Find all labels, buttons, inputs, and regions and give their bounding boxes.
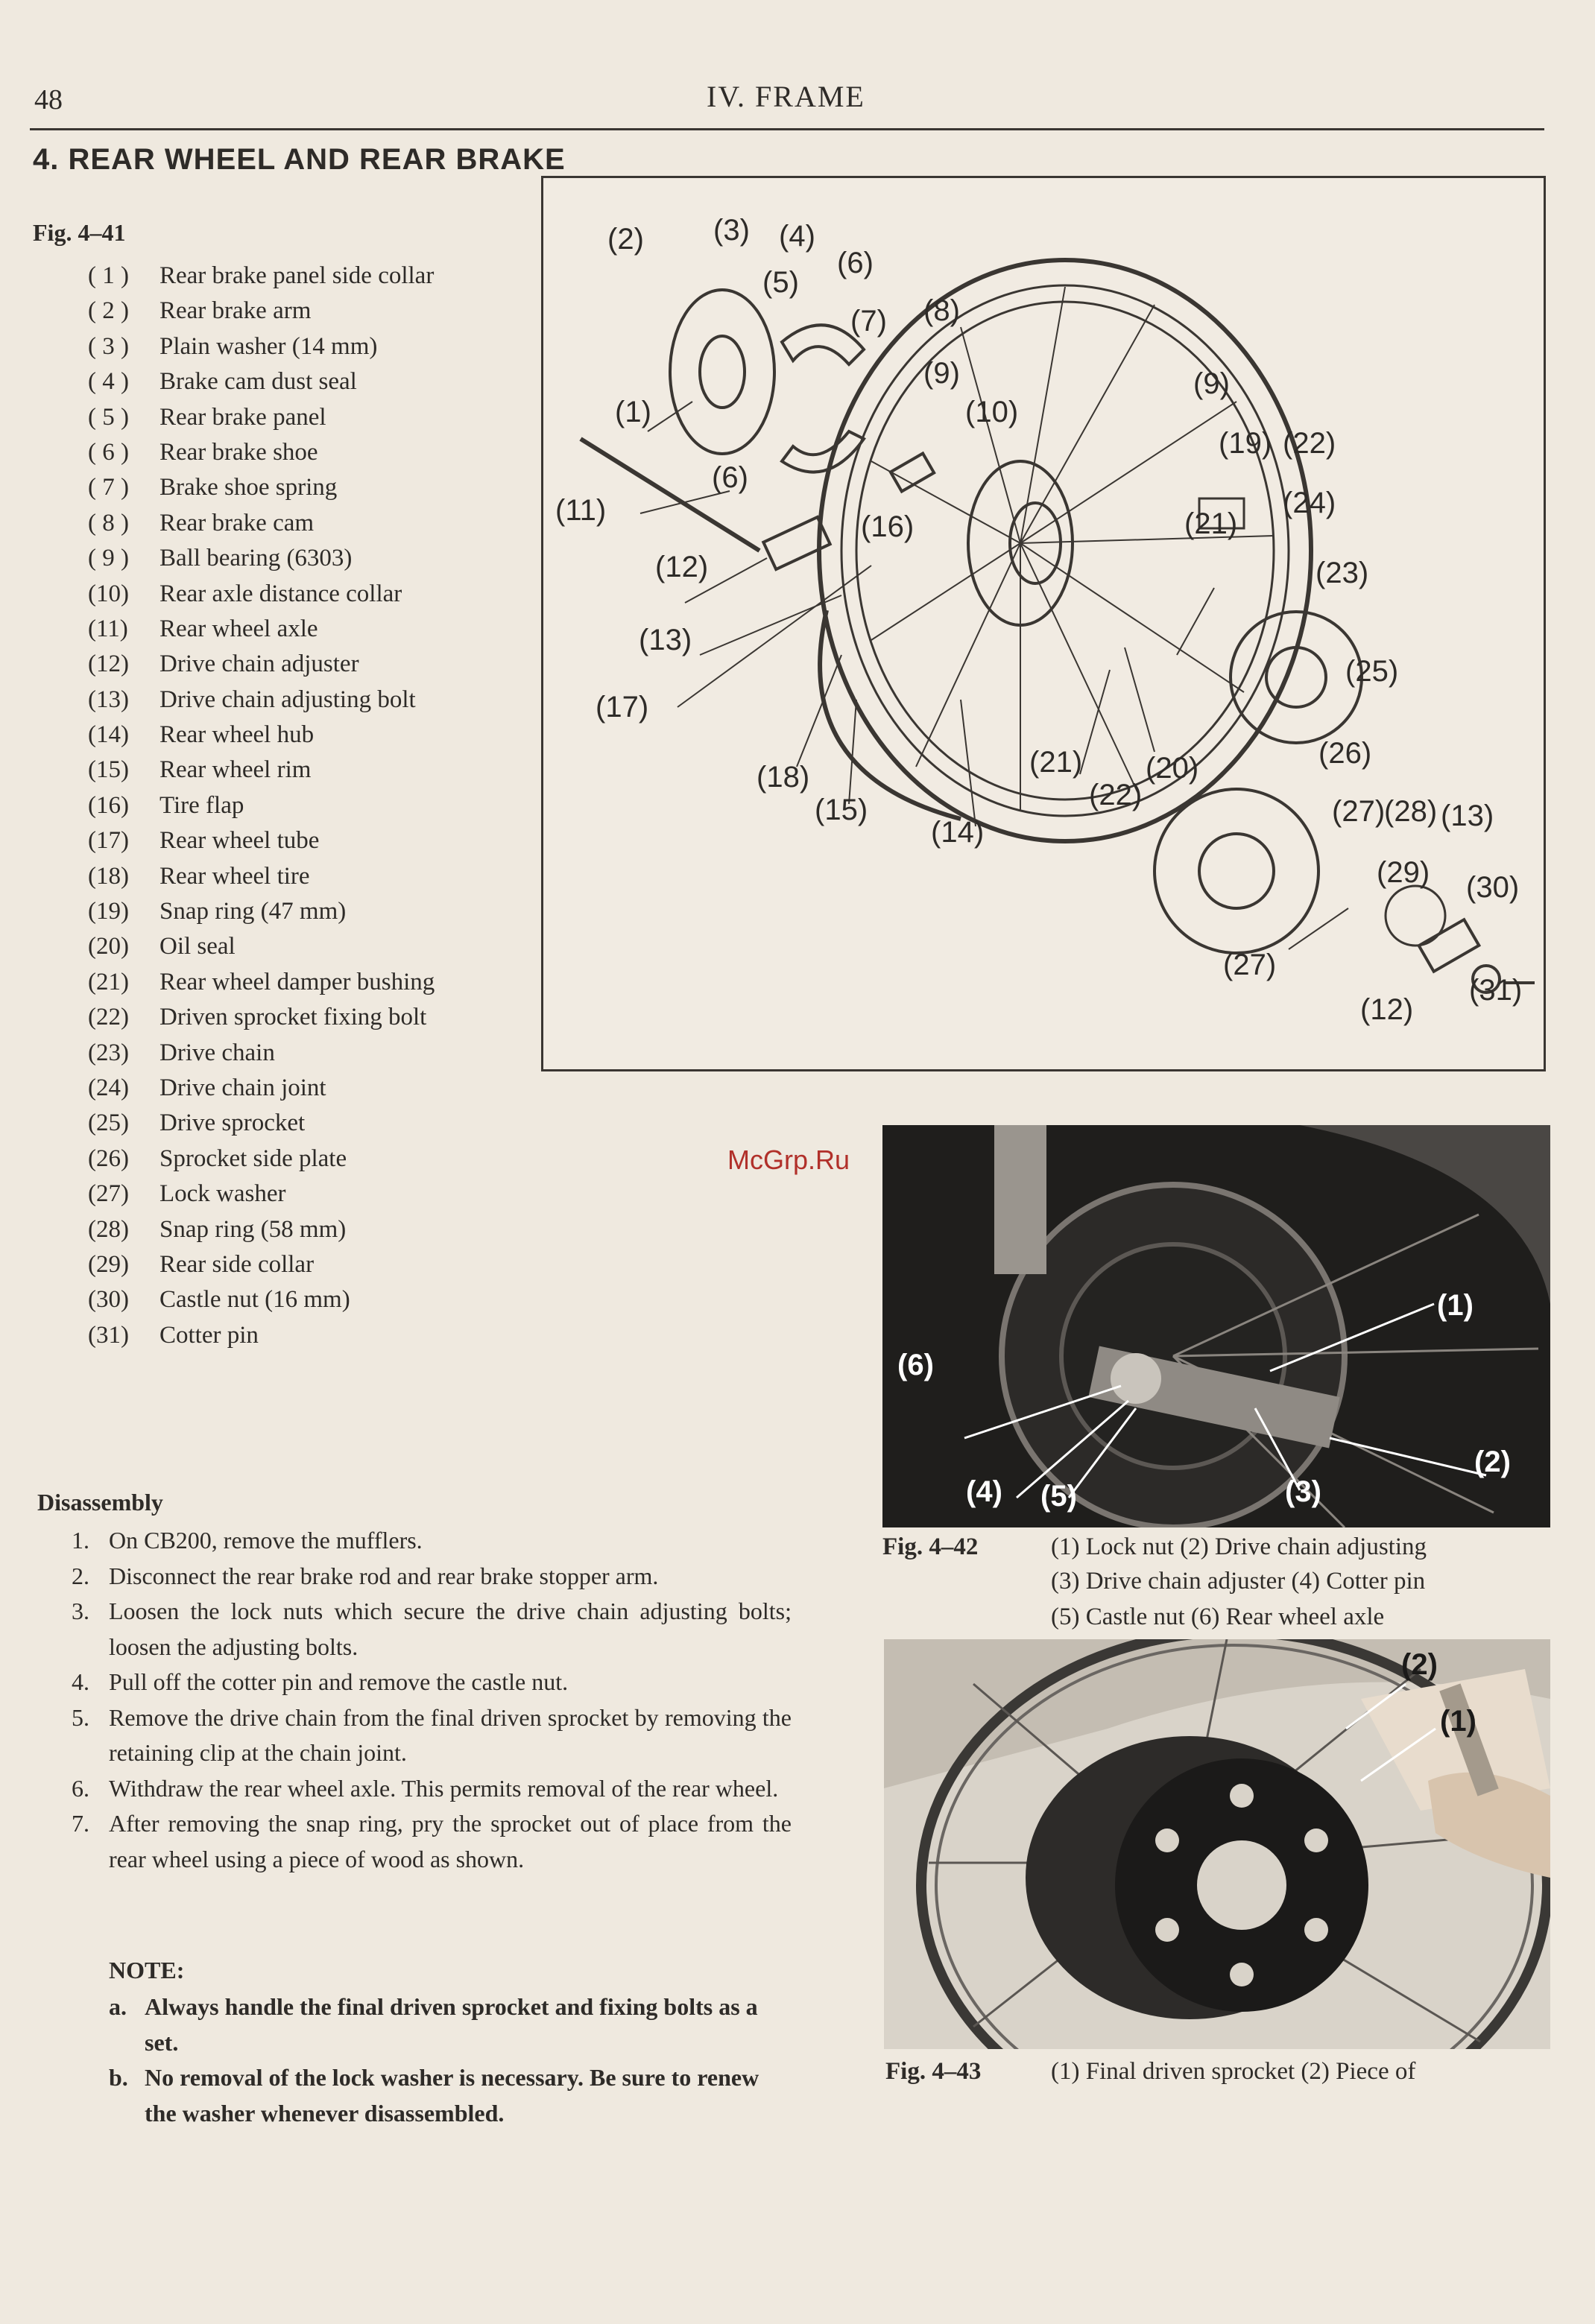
part-name: Rear axle distance collar xyxy=(160,580,402,607)
part-item xyxy=(88,1180,535,1215)
part-item xyxy=(88,1004,535,1039)
part-name: Ball bearing (6303) xyxy=(160,545,353,572)
part-item xyxy=(88,721,535,756)
step-text: Disconnect the rear brake rod and rear brake stopper arm. xyxy=(109,1562,659,1589)
part-item xyxy=(88,792,535,827)
step-number: 3. xyxy=(72,1598,89,1624)
callout-21: (21) xyxy=(1184,507,1238,540)
disassembly-step xyxy=(69,1665,792,1700)
part-name: Tire flap xyxy=(160,791,244,819)
photo42-label-2: (2) xyxy=(1474,1446,1511,1478)
part-item xyxy=(88,1286,535,1321)
part-item xyxy=(88,368,535,403)
figure-42-caption-line-3: (5) Castle nut (6) Rear wheel axle xyxy=(1051,1603,1385,1630)
part-item xyxy=(88,1216,535,1251)
callout-18: (18) xyxy=(757,761,810,794)
callout-2: (2) xyxy=(607,223,644,256)
part-item xyxy=(88,262,535,297)
part-number: ( 8 ) xyxy=(88,509,129,536)
callout-23: (23) xyxy=(1316,557,1369,589)
part-number: (29) xyxy=(88,1250,129,1278)
part-number: (16) xyxy=(88,791,129,819)
part-name: Brake shoe spring xyxy=(160,474,338,501)
part-number: ( 4 ) xyxy=(88,368,129,396)
part-number: (11) xyxy=(88,615,128,642)
callout-22b: (22) xyxy=(1089,779,1143,811)
callout-29: (29) xyxy=(1377,856,1430,889)
chapter-title: IV. FRAME xyxy=(707,80,865,113)
part-number: ( 1 ) xyxy=(88,262,129,289)
part-number: (15) xyxy=(88,756,129,784)
callout-4: (4) xyxy=(779,220,815,253)
part-number: (23) xyxy=(88,1039,129,1066)
part-name: Snap ring (58 mm) xyxy=(160,1215,347,1243)
disassembly-step xyxy=(69,1771,792,1807)
step-text: Loosen the lock nuts which secure the drive chain adjusting bolts; loosen the adjusting bolts. xyxy=(109,1598,792,1660)
part-number: ( 6 ) xyxy=(88,438,129,466)
callout-13: (13) xyxy=(639,624,692,656)
callout-5: (5) xyxy=(762,266,799,299)
part-item xyxy=(88,969,535,1004)
note-letter: a. xyxy=(109,1993,127,2020)
callout-10: (10) xyxy=(965,396,1019,428)
part-name: Drive chain joint xyxy=(160,1074,326,1101)
part-item xyxy=(88,404,535,439)
part-name: Rear wheel tube xyxy=(160,827,320,855)
callout-27b: (27) xyxy=(1223,949,1277,981)
part-item xyxy=(88,1074,535,1109)
wheel-exploded-drawing xyxy=(543,178,1548,1074)
figure-42-caption-line-1 xyxy=(882,1533,1427,1561)
part-name: Driven sprocket fixing bolt xyxy=(160,1004,427,1031)
photo43-label-2: (2) xyxy=(1401,1648,1438,1681)
callout-27: (27) xyxy=(1332,795,1386,828)
part-item xyxy=(88,439,535,474)
part-item xyxy=(88,580,535,615)
part-number: ( 5 ) xyxy=(88,403,129,431)
callout-13b: (13) xyxy=(1441,800,1494,832)
part-item xyxy=(88,1109,535,1144)
part-item xyxy=(88,756,535,791)
part-number: (12) xyxy=(88,650,129,678)
exploded-diagram xyxy=(541,176,1546,1071)
part-name: Rear wheel hub xyxy=(160,721,315,749)
part-number: (14) xyxy=(88,721,129,749)
part-name: Rear wheel axle xyxy=(160,615,318,642)
part-item xyxy=(88,615,535,650)
part-name: Drive sprocket xyxy=(160,1109,306,1137)
watermark: McGrp.Ru xyxy=(727,1144,850,1175)
step-number: 5. xyxy=(72,1703,89,1731)
figure-42-caption-line-2: (3) Drive chain adjuster (4) Cotter pin xyxy=(1051,1568,1426,1595)
callout-24: (24) xyxy=(1283,487,1336,519)
part-item xyxy=(88,1251,535,1286)
disassembly-step xyxy=(69,1594,792,1665)
part-number: (31) xyxy=(88,1321,129,1349)
step-number: 4. xyxy=(72,1668,89,1695)
part-number: ( 9 ) xyxy=(88,545,129,572)
figure-43-caption-text: (1) Final driven sprocket (2) Piece of xyxy=(1051,2058,1416,2085)
part-item xyxy=(88,827,535,862)
callout-11: (11) xyxy=(555,494,607,527)
part-number: (21) xyxy=(88,968,129,995)
header-rule xyxy=(30,128,1544,130)
part-number: ( 3 ) xyxy=(88,332,129,360)
callout-6b: (6) xyxy=(712,461,748,494)
callout-14: (14) xyxy=(931,816,985,849)
part-number: ( 7 ) xyxy=(88,474,129,501)
part-number: (24) xyxy=(88,1074,129,1101)
part-item xyxy=(88,1145,535,1180)
part-item xyxy=(88,474,535,509)
callout-22: (22) xyxy=(1283,427,1336,460)
callout-17: (17) xyxy=(596,691,649,724)
callout-28: (28) xyxy=(1384,795,1438,828)
disassembly-step xyxy=(69,1700,792,1771)
figure-42-label: Fig. 4–42 xyxy=(882,1533,979,1560)
note-text: No removal of the lock washer is necessary. Be sure to renew the washer whenever disassembled. xyxy=(145,2064,759,2127)
part-name: Snap ring (47 mm) xyxy=(160,898,347,925)
callout-15: (15) xyxy=(815,794,868,826)
figure-41-label: Fig. 4–41 xyxy=(33,219,126,246)
part-number: (28) xyxy=(88,1215,129,1243)
disassembly-steps xyxy=(69,1523,792,1877)
part-name: Rear brake shoe xyxy=(160,438,318,466)
figure-43-caption xyxy=(885,2058,1415,2086)
step-text: Withdraw the rear wheel axle. This permits removal of the rear wheel. xyxy=(109,1774,779,1802)
part-number: (27) xyxy=(88,1180,129,1208)
part-name: Cotter pin xyxy=(160,1321,259,1349)
photo42-label-3: (3) xyxy=(1285,1475,1321,1508)
callout-9a: (9) xyxy=(923,357,960,390)
part-item xyxy=(88,545,535,580)
callout-12b: (12) xyxy=(1360,993,1414,1026)
part-number: (18) xyxy=(88,862,129,890)
part-name: Rear brake cam xyxy=(160,509,315,536)
part-name: Rear wheel damper bushing xyxy=(160,968,435,995)
callout-3: (3) xyxy=(713,214,750,247)
part-name: Rear brake panel side collar xyxy=(160,262,435,289)
photo42-label-6: (6) xyxy=(897,1349,934,1381)
disassembly-step xyxy=(69,1523,792,1559)
part-name: Rear brake panel xyxy=(160,403,326,431)
photo43-label-1: (1) xyxy=(1440,1705,1476,1738)
callout-8: (8) xyxy=(923,294,960,327)
part-name: Drive chain adjusting bolt xyxy=(160,686,416,713)
rear-axle-photo-drawing xyxy=(882,1125,1550,1527)
photo42-label-4: (4) xyxy=(966,1475,1002,1508)
part-item xyxy=(88,1322,535,1357)
note-letter: b. xyxy=(109,2064,128,2091)
part-number: (30) xyxy=(88,1286,129,1314)
part-name: Brake cam dust seal xyxy=(160,368,357,396)
page-number: 48 xyxy=(34,84,63,115)
part-number: (20) xyxy=(88,933,129,960)
part-name: Rear wheel tire xyxy=(160,862,310,890)
part-name: Lock washer xyxy=(160,1180,286,1208)
step-text: On CB200, remove the mufflers. xyxy=(109,1527,423,1554)
part-number: (25) xyxy=(88,1109,129,1137)
disassembly-title: Disassembly xyxy=(37,1489,163,1516)
callout-30: (30) xyxy=(1466,871,1520,904)
part-name: Sprocket side plate xyxy=(160,1144,347,1172)
photo42-label-5: (5) xyxy=(1040,1480,1077,1513)
part-item xyxy=(88,898,535,933)
step-text: After removing the snap ring, pry the sprocket out of place from the rear wheel using a piece of wood as shown. xyxy=(109,1810,792,1872)
figure-43-photo xyxy=(884,1639,1550,2049)
step-number: 2. xyxy=(72,1562,89,1589)
note-item xyxy=(109,2060,795,2131)
step-number: 6. xyxy=(72,1774,89,1802)
part-number: ( 2 ) xyxy=(88,297,129,325)
callout-6: (6) xyxy=(837,247,874,279)
part-name: Rear side collar xyxy=(160,1250,315,1278)
callout-9b: (9) xyxy=(1193,367,1230,400)
part-item xyxy=(88,650,535,686)
callout-21b: (21) xyxy=(1029,746,1083,779)
step-text: Pull off the cotter pin and remove the castle nut. xyxy=(109,1668,569,1695)
callout-26: (26) xyxy=(1318,737,1372,770)
note-item xyxy=(109,1989,795,2060)
step-text: Remove the drive chain from the final driven sprocket by removing the retaining clip at the chain joint. xyxy=(109,1703,792,1766)
part-name: Castle nut (16 mm) xyxy=(160,1286,350,1314)
disassembly-step xyxy=(69,1559,792,1595)
part-name: Rear wheel rim xyxy=(160,756,312,784)
part-number: (26) xyxy=(88,1144,129,1172)
part-number: (22) xyxy=(88,1004,129,1031)
part-item xyxy=(88,933,535,968)
part-name: Plain washer (14 mm) xyxy=(160,332,378,360)
part-item xyxy=(88,863,535,898)
part-number: (13) xyxy=(88,686,129,713)
photo42-label-1: (1) xyxy=(1437,1289,1474,1322)
part-number: (19) xyxy=(88,898,129,925)
part-name: Drive chain xyxy=(160,1039,275,1066)
part-item xyxy=(88,297,535,332)
parts-list xyxy=(88,262,535,1357)
part-number: (17) xyxy=(88,827,129,855)
part-item xyxy=(88,510,535,545)
part-name: Drive chain adjuster xyxy=(160,650,359,678)
note-list xyxy=(109,1989,795,2131)
part-number: (10) xyxy=(88,580,129,607)
callout-25: (25) xyxy=(1345,655,1399,688)
disassembly-step xyxy=(69,1806,792,1877)
section-title: 4. REAR WHEEL AND REAR BRAKE xyxy=(33,143,566,176)
callout-31: (31) xyxy=(1469,974,1523,1007)
callout-7: (7) xyxy=(850,305,887,338)
step-number: 7. xyxy=(72,1810,89,1837)
callout-19: (19) xyxy=(1219,427,1272,460)
sprocket-removal-photo-drawing xyxy=(884,1639,1550,2049)
note-title: NOTE: xyxy=(109,1957,185,1983)
part-item xyxy=(88,1039,535,1074)
callout-16: (16) xyxy=(861,510,915,543)
callout-1: (1) xyxy=(615,396,651,428)
callout-12: (12) xyxy=(655,551,709,583)
figure-42-photo xyxy=(882,1125,1550,1527)
part-name: Oil seal xyxy=(160,933,236,960)
callout-20: (20) xyxy=(1146,752,1199,785)
step-number: 1. xyxy=(72,1527,89,1554)
figure-43-label: Fig. 4–43 xyxy=(885,2058,982,2085)
figure-42-caption-text-1: (1) Lock nut (2) Drive chain adjusting xyxy=(1051,1533,1427,1560)
part-item xyxy=(88,333,535,368)
note-text: Always handle the final driven sprocket and fixing bolts as a set. xyxy=(145,1993,758,2056)
part-name: Rear brake arm xyxy=(160,297,312,325)
part-item xyxy=(88,686,535,721)
